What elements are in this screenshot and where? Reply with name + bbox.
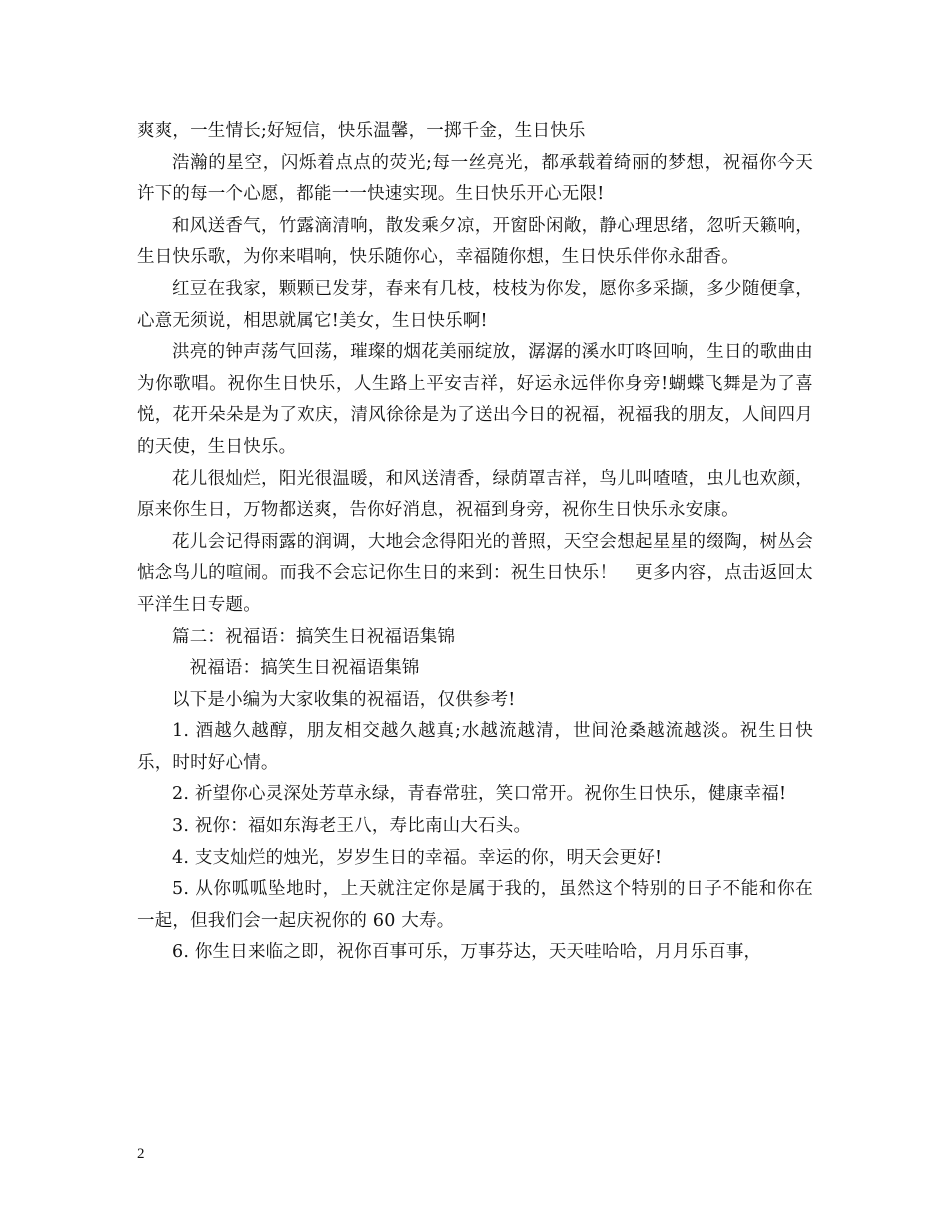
list-item-5: 5. 从你呱呱坠地时，上天就注定你是属于我的，虽然这个特别的日子不能和你在一起，但我们会一起庆祝你的 60 大寿。 (137, 879, 813, 931)
paragraph-4: 红豆在我家，颗颗已发芽，春来有几枝，枝枝为你发，愿你多采撷，多少随便拿，心意无须说，相思就属它!美女，生日快乐啊! (137, 278, 813, 331)
list-item-1: 1. 酒越久越醇，朋友相交越久越真;水越流越清，世间沧桑越流越淡。祝生日快乐，时时好心情。 (137, 721, 813, 773)
section-subheading: 祝福语：搞笑生日祝福语集锦 (189, 658, 420, 679)
paragraph-6: 花儿很灿烂，阳光很温暖，和风送清香，绿荫罩吉祥，鸟儿叫喳喳，虫儿也欢颜，原来你生日，万物都送爽，告你好消息，祝福到身旁，祝你生日快乐永安康。 (137, 468, 813, 521)
paragraph-5: 洪亮的钟声荡气回荡，璀璨的烟花美丽绽放，潺潺的溪水叮咚回响，生日的歌曲由为你歌唱。祝你生日快乐，人生路上平安吉祥，好运永远伴你身旁!蝴蝶飞舞是为了喜悦，花开朵朵是为了欢庆，清风徐徐是为了送出今日的祝福，祝福我的朋友，人间四月的天使，生日快乐。 (137, 342, 813, 457)
intro-line: 以下是小编为大家收集的祝福语，仅供参考! (172, 689, 516, 710)
list-item-4: 4. 支支灿烂的烛光，岁岁生日的幸福。幸运的你，明天会更好! (172, 847, 663, 868)
list-item-3: 3. 祝你：福如东海老王八，寿比南山大石头。 (172, 816, 532, 837)
section-heading: 篇二：祝福语：搞笑生日祝福语集锦 (172, 626, 456, 647)
paragraph-7: 花儿会记得雨露的润调，大地会念得阳光的普照，天空会想起星星的缀陶，树丛会惦念鸟儿的喧闹。而我不会忘记你生日的来到：祝生日快乐！ 更多内容，点击返回太平洋生日专题。 (137, 531, 813, 615)
list-item-6: 6. 你生日来临之即，祝你百事可乐，万事芬达，天天哇哈哈，月月乐百事， (172, 942, 762, 963)
paragraph-3: 和风送香气，竹露滴清响，散发乘夕凉，开窗卧闲敞，静心理思绪，忽听天籁响，生日快乐歌，为你来唱响，快乐随你心，幸福随你想，生日快乐伴你永甜香。 (137, 215, 813, 268)
paragraph-1: 爽爽，一生情长;好短信，快乐温馨，一掷千金，生日快乐 (137, 121, 586, 141)
list-item-2: 2. 祈望你心灵深处芳草永绿，青春常驻，笑口常开。祝你生日快乐，健康幸福! (172, 784, 787, 805)
page-number: 2 (137, 1146, 145, 1162)
body-text (137, 116, 813, 969)
paragraph-2: 浩瀚的星空，闪烁着点点的荧光;每一丝亮光，都承载着绮丽的梦想，祝福你今天许下的每一个心愿，都能一一快速实现。生日快乐开心无限! (137, 152, 813, 205)
